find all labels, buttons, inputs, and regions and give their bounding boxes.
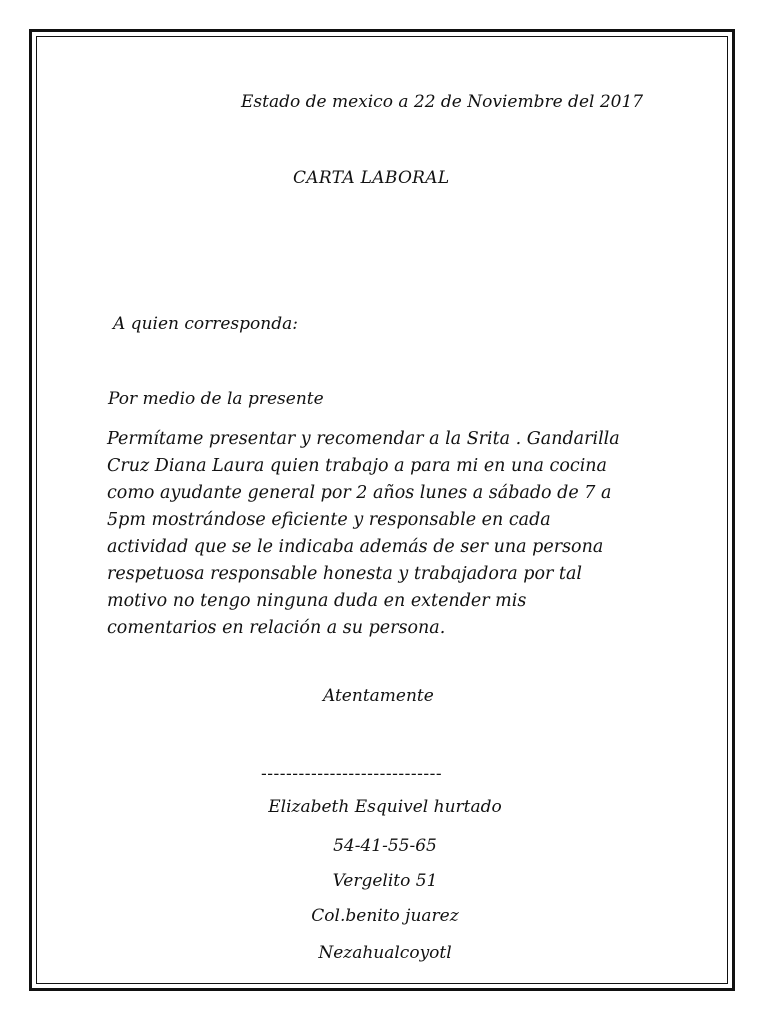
intro-line: Por medio de la presente (108, 389, 324, 409)
body-line: como ayudante general por 2 años lunes a sábado de 7 a (107, 483, 612, 503)
signer-phone: 54-41-55-65 (333, 836, 437, 856)
letter-body (107, 426, 707, 642)
signer-city: Nezahualcoyotl (318, 943, 452, 963)
greeting: A quien corresponda: (113, 314, 298, 334)
closing: Atentamente (323, 686, 434, 706)
body-line: respetuosa responsable honesta y trabajadora por tal (107, 564, 582, 584)
signer-colonia: Col.benito juarez (311, 906, 459, 926)
body-line: Permítame presentar y recomendar a la Srita . Gandarilla (107, 429, 620, 449)
body-line: actividad que se le indicaba además de ser una persona (107, 537, 604, 557)
signature-line: ----------------------------- (261, 764, 443, 784)
letter-title: CARTA LABORAL (293, 168, 450, 188)
signer-street: Vergelito 51 (332, 871, 438, 891)
body-line: motivo no tengo ninguna duda en extender mis (107, 591, 527, 611)
body-line: comentarios en relación a su persona. (107, 618, 446, 638)
body-line: 5pm mostrándose eficiente y responsable en cada (107, 510, 551, 530)
body-line: Cruz Diana Laura quien trabajo a para mi en una cocina (107, 456, 607, 476)
date-line: Estado de mexico a 22 de Noviembre del 2017 (241, 92, 644, 112)
signer-name: Elizabeth Esquivel hurtado (268, 797, 502, 817)
